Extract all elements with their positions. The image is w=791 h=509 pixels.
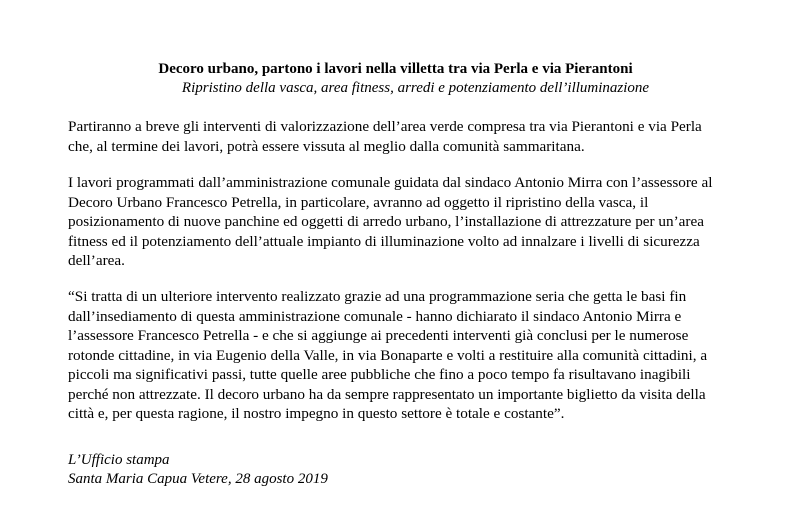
- paragraph-quote: “Si tratta di un ulteriore intervento realizzato grazie ad una programmazione seria che getta le basi fin dall’insediamento di questa amministrazione comunale - hanno dichiarato il sindaco Antonio Mirra e l’assessore Francesco Petrella - e che si aggiunge ai precedenti interventi già conclusi per le numerose rotonde cittadine, in via Eugenio della Valle, in via Bonaparte e volti a restituire alla comunità cittadini, a piccoli ma significativi passi, tutte quelle aree pubbliche che fino a poco tempo fa risultavano inagibili perché non attrezzate. Il decoro urbano ha da sempre rappresentato un importante biglietto da visita della città e, per questa ragione, il nostro impegno in questo settore è totale e costante”.: [68, 288, 708, 422]
- paragraph-intro: Partiranno a breve gli interventi di valorizzazione dell’area verde compresa tra via Pierantoni e via Perla che, al termine dei lavori, potrà essere vissuta al meglio dalla comunità sammaritana.: [68, 118, 702, 155]
- signature-block: [68, 451, 328, 489]
- page-subtitle: Ripristino della vasca, area fitness, arredi e potenziamento dell’illuminazione: [181, 80, 650, 96]
- signature-office: L’Ufficio stampa: [68, 452, 170, 468]
- paragraph-works: I lavori programmati dall’amministrazione comunale guidata dal sindaco Antonio Mirra con l’assessore al Decoro Urbano Francesco Petrella, in particolare, avranno ad oggetto il ripristino della vasca, il posizionamento di nuove panchine ed oggetti di arredo urbano, l’installazione di attrezzature per un’area fitness ed il potenziamento dell’attuale impianto di illuminazione volto ad innalzare i livelli di sicurezza dell’area.: [68, 174, 713, 269]
- page-title: Decoro urbano, partono i lavori nella villetta tra via Perla e via Pierantoni: [158, 61, 633, 77]
- document-header: [0, 60, 791, 98]
- signature-place-date: Santa Maria Capua Vetere, 28 agosto 2019: [68, 471, 328, 487]
